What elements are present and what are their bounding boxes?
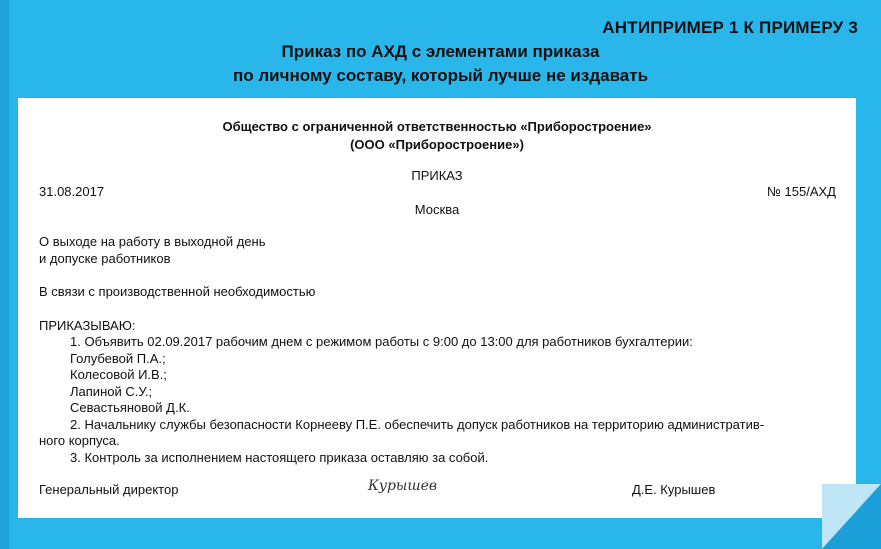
- organization-short-name: (ООО «Приборостроение»): [350, 137, 524, 152]
- signer-name: Д.Е. Курышев: [632, 482, 716, 497]
- document-sheet: [18, 98, 856, 518]
- subject-line-2: и допуске работников: [39, 250, 171, 266]
- signer-title: Генеральный директор: [39, 482, 179, 497]
- employee-item: Севастьяновой Д.К.: [70, 400, 190, 415]
- document-city: Москва: [414, 202, 460, 217]
- order-item-2-line-2: ного корпуса.: [39, 433, 120, 448]
- employee-item: Голубевой П.А.;: [70, 350, 166, 366]
- order-item-1: 1. Объявить 02.09.2017 рабочим днем с режимом работы с 9:00 до 13:00 для работников бухгалтерии:: [70, 334, 693, 349]
- title-line-1: Приказ по АХД с элементами приказа: [281, 42, 600, 61]
- handwritten-signature: Курышев: [368, 478, 438, 494]
- document-type: ПРИКАЗ: [411, 168, 463, 183]
- order-items: [39, 334, 838, 466]
- example-label: АНТИПРИМЕР 1 К ПРИМЕРУ 3: [602, 18, 858, 37]
- subject-line-1: О выходе на работу в выходной день: [39, 234, 266, 249]
- document-subject: [39, 234, 265, 267]
- employee-item: Колесовой И.В.;: [70, 367, 167, 382]
- page-title: [0, 40, 881, 88]
- organization-name: [18, 118, 856, 154]
- page-corner-fold-icon: [822, 484, 881, 549]
- document-number: № 155/АХД: [766, 184, 836, 199]
- document-date: 31.08.2017: [39, 184, 105, 199]
- order-keyword: ПРИКАЗЫВАЮ:: [39, 318, 136, 333]
- order-reason: В связи с производственной необходимостью: [39, 284, 316, 299]
- order-item-3: 3. Контроль за исполнением настоящего приказа оставляю за собой.: [70, 449, 489, 465]
- order-item-2-line-1: 2. Начальнику службы безопасности Корнееву П.Е. обеспечить допуск работников на территорию административ-: [70, 416, 765, 432]
- organization-full-name: Общество с ограниченной ответственностью «Приборостроение»: [222, 119, 652, 134]
- title-line-2: по личному составу, который лучше не издавать: [232, 66, 649, 85]
- employee-item: Лапиной С.У.;: [70, 383, 153, 399]
